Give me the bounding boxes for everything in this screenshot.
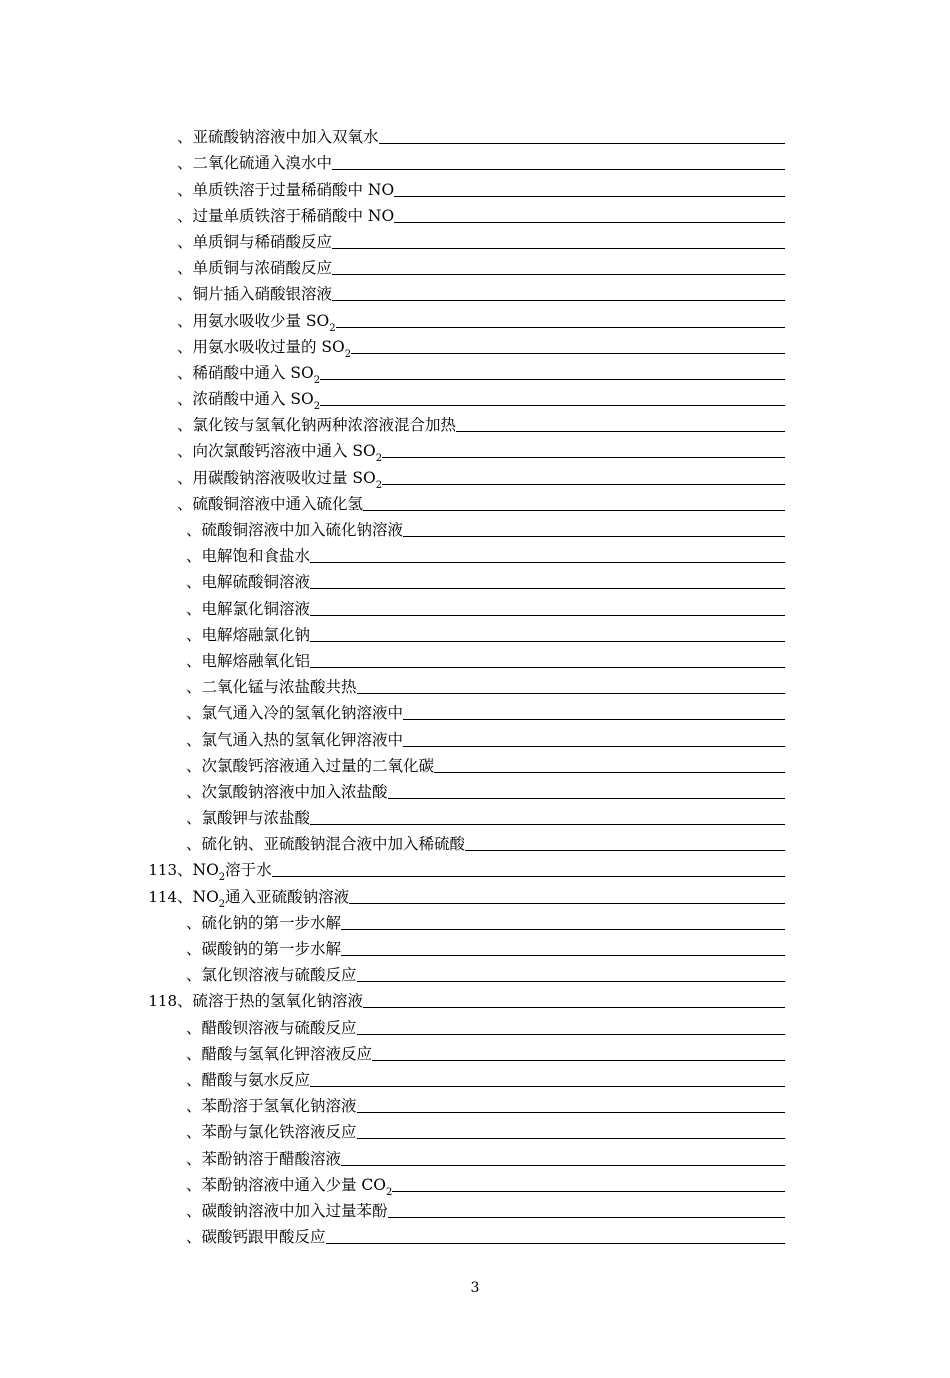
item-number: 113	[148, 861, 177, 880]
item-prompt	[186, 547, 310, 565]
exercise-item	[140, 225, 785, 251]
subscript: 2	[329, 322, 336, 334]
answer-blank-line[interactable]	[310, 824, 785, 825]
exercise-item	[140, 696, 785, 722]
item-prompt-text: 、用氨水吸收少量 SO	[177, 311, 330, 330]
item-prompt-text: 、次氯酸钠溶液中加入浓盐酸	[186, 782, 388, 801]
answer-blank-line[interactable]	[357, 693, 785, 694]
item-prompt	[177, 887, 350, 910]
item-prompt	[177, 992, 363, 1010]
answer-blank-line[interactable]	[332, 248, 785, 249]
subscript: 2	[344, 348, 352, 360]
answer-blank-line[interactable]	[357, 981, 785, 982]
item-prompt-text: 、电解饱和食盐水	[186, 547, 311, 566]
item-prompt-text: 、氯化铵与氢氧化钠两种浓溶液混合加热	[177, 416, 457, 435]
exercise-item	[140, 958, 785, 984]
exercise-item	[140, 251, 785, 277]
exercise-item	[140, 591, 785, 617]
answer-blank-line[interactable]	[357, 1138, 785, 1139]
answer-blank-line[interactable]	[310, 641, 785, 642]
answer-blank-line[interactable]	[320, 379, 785, 380]
item-prompt-text: 、硫化钠的第一步水解	[186, 913, 342, 932]
exercise-item	[140, 749, 785, 775]
item-prompt	[186, 1228, 326, 1246]
item-prompt	[177, 285, 332, 303]
item-prompt-text: 、硫酸铜溶液中通入硫化氢	[177, 494, 364, 513]
exercise-item	[140, 172, 785, 198]
exercise-item	[140, 1220, 785, 1246]
item-prompt-suffix: 溶于水	[225, 861, 272, 880]
item-prompt-text: 、氯气通入热的氢氧化钾溶液中	[186, 730, 404, 749]
item-prompt	[186, 521, 403, 539]
item-prompt-text: 、氯气通入冷的氢氧化钠溶液中	[186, 704, 404, 723]
item-prompt	[186, 1175, 393, 1198]
item-prompt	[186, 914, 341, 932]
item-prompt	[186, 757, 434, 775]
item-prompt	[186, 652, 310, 670]
item-prompt	[177, 181, 394, 199]
item-prompt	[186, 678, 357, 696]
item-prompt-text: 、浓硝酸中通入 SO	[177, 390, 314, 409]
item-prompt	[186, 783, 388, 801]
item-prompt-text: 、醋酸与氨水反应	[186, 1070, 311, 1089]
answer-blank-line[interactable]	[332, 274, 785, 275]
item-prompt-text: 、单质铁溶于过量稀硝酸中 NO	[177, 180, 395, 199]
exercise-item	[140, 146, 785, 172]
item-number: 114	[148, 887, 177, 906]
item-prompt-text: 、醋酸钡溶液与硫酸反应	[186, 1018, 357, 1037]
exercise-item	[140, 382, 785, 413]
answer-blank-line[interactable]	[310, 588, 785, 589]
answer-blank-line[interactable]	[341, 929, 785, 930]
answer-blank-line[interactable]	[388, 798, 785, 799]
answer-blank-line[interactable]	[341, 955, 785, 956]
item-prompt	[177, 337, 352, 360]
exercise-item	[140, 1089, 785, 1115]
exercise-item	[140, 434, 785, 465]
item-prompt	[177, 468, 383, 491]
exercise-item	[140, 1141, 785, 1167]
answer-blank-line[interactable]	[357, 1112, 785, 1113]
item-prompt-text: 、单质铜与稀硝酸反应	[177, 232, 333, 251]
item-prompt	[186, 1019, 357, 1037]
exercise-item	[140, 199, 785, 225]
item-prompt-text: 、NO	[177, 861, 219, 880]
subscript: 2	[218, 872, 226, 884]
answer-blank-line[interactable]	[310, 667, 785, 668]
item-prompt-text: 、电解硫酸铜溶液	[186, 573, 311, 592]
exercise-item	[140, 303, 785, 334]
answer-blank-line[interactable]	[310, 562, 785, 563]
page-number: 3	[470, 1280, 480, 1296]
exercise-item	[140, 120, 785, 146]
exercise-item	[140, 932, 785, 958]
exercise-item	[140, 487, 785, 513]
exercise-item	[140, 801, 785, 827]
answer-blank-line[interactable]	[349, 903, 785, 904]
item-prompt	[186, 966, 357, 984]
exercise-item	[140, 1115, 785, 1141]
item-prompt-text: 、苯酚钠溶液中通入少量 CO	[186, 1175, 386, 1194]
answer-blank-line[interactable]	[382, 484, 785, 485]
answer-blank-line[interactable]	[363, 1007, 785, 1008]
item-prompt	[186, 1150, 341, 1168]
item-prompt-text: 、用氨水吸收过量的 SO	[177, 337, 345, 356]
item-prompt-text: 、单质铜与浓硝酸反应	[177, 259, 333, 278]
item-prompt-text: 、电解熔融氧化铝	[186, 651, 311, 670]
item-prompt-text: 、碳酸钙跟甲酸反应	[186, 1228, 326, 1247]
answer-blank-line[interactable]	[465, 850, 785, 851]
item-prompt	[177, 363, 321, 386]
subscript: 2	[386, 1186, 393, 1198]
exercise-item	[140, 408, 785, 434]
exercise-item	[140, 565, 785, 591]
exercise-item	[140, 330, 785, 360]
answer-blank-line[interactable]	[351, 353, 785, 354]
item-prompt-text: 、氯酸钾与浓盐酸	[186, 809, 311, 828]
exercise-item	[140, 356, 785, 386]
item-prompt	[186, 626, 310, 644]
item-prompt-text: 、二氧化硫通入溴水中	[177, 154, 333, 173]
exercise-item	[140, 460, 785, 491]
answer-blank-line[interactable]	[392, 1191, 785, 1192]
item-prompt-text: 、电解氯化铜溶液	[186, 599, 311, 618]
item-prompt	[186, 1123, 357, 1141]
answer-blank-line[interactable]	[326, 1243, 785, 1244]
item-prompt	[186, 573, 310, 591]
exercise-item	[140, 1168, 785, 1198]
item-prompt	[177, 390, 321, 413]
exercise-item	[140, 827, 785, 853]
item-prompt	[177, 207, 394, 225]
answer-blank-line[interactable]	[357, 1034, 785, 1035]
exercise-item	[140, 984, 785, 1010]
exercise-item	[140, 1010, 785, 1036]
exercise-item	[140, 906, 785, 932]
item-prompt	[177, 233, 332, 251]
item-prompt	[186, 940, 341, 958]
answer-blank-line[interactable]	[332, 300, 785, 301]
item-prompt-text: 、用碳酸钠溶液吸收过量 SO	[177, 468, 376, 487]
answer-blank-line[interactable]	[310, 615, 785, 616]
item-prompt-text: 、硫酸铜溶液中加入硫化钠溶液	[186, 521, 404, 539]
exercise-item	[140, 1037, 785, 1063]
exercise-item	[140, 539, 785, 565]
answer-blank-line[interactable]	[434, 772, 785, 773]
exercise-item	[140, 513, 785, 539]
item-prompt-text: 、次氯酸钙溶液通入过量的二氧化碳	[186, 756, 435, 775]
subscript: 2	[375, 479, 383, 491]
answer-blank-line[interactable]	[382, 457, 785, 458]
item-number: 118	[148, 992, 177, 1011]
subscript: 2	[218, 898, 226, 910]
item-prompt	[186, 835, 465, 853]
exercise-item	[140, 722, 785, 748]
item-prompt-text: 、向次氯酸钙溶液中通入 SO	[177, 442, 376, 461]
answer-blank-line[interactable]	[394, 222, 785, 223]
item-prompt	[186, 731, 403, 749]
answer-blank-line[interactable]	[310, 1086, 785, 1087]
item-prompt-text: 、过量单质铁溶于稀硝酸中 NO	[177, 206, 395, 225]
answer-blank-line[interactable]	[403, 746, 785, 747]
item-prompt-text: 、苯酚溶于氢氧化钠溶液	[186, 1097, 357, 1116]
item-prompt	[186, 600, 310, 618]
answer-blank-line[interactable]	[379, 143, 785, 144]
subscript: 2	[313, 374, 321, 386]
item-prompt	[177, 128, 379, 146]
item-prompt-text: 、二氧化锰与浓盐酸共热	[186, 678, 357, 697]
subscript: 2	[375, 453, 383, 465]
item-prompt-text: 、亚硫酸钠溶液中加入双氧水	[177, 128, 379, 147]
item-prompt	[186, 1202, 388, 1220]
item-prompt	[177, 442, 383, 465]
item-prompt-text: 、氯化钡溶液与硫酸反应	[186, 966, 357, 985]
answer-blank-line[interactable]	[336, 327, 785, 328]
answer-blank-line[interactable]	[332, 169, 785, 170]
exercise-item	[140, 644, 785, 670]
exercise-item	[140, 670, 785, 696]
item-prompt-suffix: 通入亚硫酸钠溶液	[225, 887, 350, 906]
answer-blank-line[interactable]	[341, 1165, 785, 1166]
exercise-item	[140, 1063, 785, 1089]
item-prompt	[186, 704, 403, 722]
item-prompt	[177, 861, 272, 884]
item-prompt-text: 、铜片插入硝酸银溶液	[177, 285, 333, 304]
exercise-item	[140, 853, 785, 884]
subscript: 2	[313, 401, 321, 413]
item-prompt	[177, 311, 336, 334]
answer-blank-line[interactable]	[456, 431, 785, 432]
exercise-item	[140, 618, 785, 644]
answer-blank-line[interactable]	[272, 876, 785, 877]
item-prompt-text: 、苯酚钠溶于醋酸溶液	[186, 1149, 342, 1168]
item-prompt	[177, 259, 332, 277]
item-prompt	[177, 495, 363, 513]
item-prompt	[186, 1045, 372, 1063]
item-prompt-text: 、碳酸钠的第一步水解	[186, 940, 342, 958]
item-prompt-text: 、电解熔融氯化钠	[186, 625, 311, 644]
answer-blank-line[interactable]	[388, 1217, 785, 1218]
exercise-item	[140, 277, 785, 303]
item-prompt	[177, 154, 332, 172]
item-prompt-text: 、NO	[177, 887, 219, 906]
exercise-item	[140, 879, 785, 910]
item-prompt-text: 、苯酚与氯化铁溶液反应	[186, 1123, 357, 1142]
item-prompt	[186, 1071, 310, 1089]
exercise-item	[140, 1194, 785, 1220]
item-prompt	[186, 1097, 357, 1115]
item-prompt-text: 、硫化钠、亚硫酸钠混合液中加入稀硫酸	[186, 835, 466, 854]
item-prompt	[177, 416, 456, 434]
item-prompt-text: 、醋酸与氢氧化钾溶液反应	[186, 1044, 373, 1063]
item-prompt-text: 、碳酸钠溶液中加入过量苯酚	[186, 1201, 388, 1220]
answer-blank-line[interactable]	[320, 405, 785, 406]
answer-blank-line[interactable]	[372, 1060, 785, 1061]
exercise-item	[140, 775, 785, 801]
answer-blank-line[interactable]	[363, 510, 785, 511]
answer-blank-line[interactable]	[394, 196, 785, 197]
item-prompt	[186, 809, 310, 827]
item-prompt-text: 、稀硝酸中通入 SO	[177, 363, 314, 382]
item-prompt-text: 、硫溶于热的氢氧化钠溶液	[177, 992, 364, 1011]
exercise-list	[140, 120, 785, 1246]
answer-blank-line[interactable]	[403, 719, 785, 720]
answer-blank-line[interactable]	[403, 536, 785, 537]
